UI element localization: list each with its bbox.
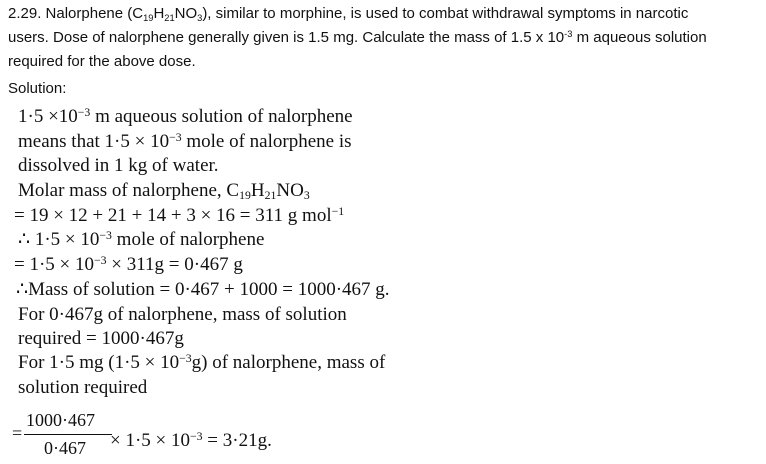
superscript: −3 bbox=[179, 352, 192, 366]
fraction-result bbox=[110, 430, 272, 452]
question-line-1 bbox=[8, 3, 760, 26]
solution-line-1 bbox=[18, 106, 353, 128]
solution-text: = 3·21g. bbox=[202, 430, 272, 451]
question-text: m aqueous solution bbox=[572, 29, 707, 46]
solution-line-3: dissolved in 1 kg of water. bbox=[18, 155, 219, 176]
superscript: −3 bbox=[169, 131, 182, 145]
fraction-expression bbox=[10, 410, 120, 460]
solution-text: m aqueous solution of nalorphene bbox=[90, 106, 353, 127]
subscript: 19 bbox=[143, 12, 154, 23]
question-text: users. Dose of nalorphene generally given is 1.5 mg. Calculate the mass of 1.5 x 10 bbox=[8, 29, 565, 46]
solution-line-12: solution required bbox=[18, 377, 148, 398]
question-text: H bbox=[153, 5, 165, 22]
solution-line-8: ∴Mass of solution = 0·467 + 1000 = 1000·467 g. bbox=[16, 279, 390, 300]
solution-text: mole of nalorphene is bbox=[181, 131, 352, 152]
solution-line-2 bbox=[18, 131, 352, 153]
question-number: 2.29. bbox=[8, 5, 42, 22]
fraction-denominator: 0·467 bbox=[44, 438, 86, 458]
superscript: −1 bbox=[331, 205, 345, 219]
solution-text: mole of nalorphene bbox=[111, 229, 265, 250]
solution-line-5 bbox=[14, 205, 344, 227]
solution-line-10: required = 1000·467g bbox=[18, 328, 184, 349]
superscript: −3 bbox=[190, 430, 203, 444]
solution-text: means that 1·5 × 10 bbox=[18, 131, 170, 152]
subscript: 21 bbox=[264, 189, 277, 203]
subscript: 3 bbox=[303, 189, 310, 203]
solution-line-9: For 0·467g of nalorphene, mass of solution bbox=[18, 304, 347, 325]
equals-sign: = bbox=[12, 423, 23, 443]
solution-text: = 1·5 × 10 bbox=[14, 254, 95, 275]
subscript: 19 bbox=[239, 189, 251, 203]
solution-text: 1·5 ×10 bbox=[18, 106, 78, 127]
solution-line-11 bbox=[18, 352, 385, 374]
superscript: −3 bbox=[99, 229, 112, 243]
question-text: ), similar to morphine, is used to combat withdrawal symptoms in narcotic bbox=[202, 5, 689, 22]
question-text: Nalorphene (C bbox=[45, 5, 144, 22]
solution-text: = 19 × 12 + 21 + 14 + 3 × 16 = 311 g mol bbox=[14, 205, 332, 226]
solution-text: For 1·5 mg (1·5 × 10 bbox=[18, 352, 180, 373]
question-line-3: required for the above dose. bbox=[8, 53, 196, 70]
solution-line-4 bbox=[18, 180, 310, 202]
subscript: 21 bbox=[164, 12, 175, 23]
solution-line-7 bbox=[14, 254, 243, 276]
question-line-2 bbox=[8, 27, 760, 50]
superscript: -3 bbox=[564, 29, 573, 40]
solution-text: g) of nalorphene, mass of bbox=[191, 352, 386, 373]
superscript: −3 bbox=[94, 254, 107, 268]
subscript: 3 bbox=[197, 12, 203, 23]
solution-line-6 bbox=[18, 229, 264, 251]
solution-text: Molar mass of nalorphene, C bbox=[18, 180, 240, 201]
fraction-numerator: 1000·467 bbox=[26, 410, 95, 430]
solution-label: Solution: bbox=[8, 80, 67, 97]
fraction-bar bbox=[24, 434, 112, 435]
superscript: −3 bbox=[77, 106, 91, 120]
question-text: NO bbox=[174, 5, 198, 22]
solution-text: H bbox=[250, 180, 265, 201]
solution-text: NO bbox=[276, 180, 304, 201]
solution-text: ∴ 1·5 × 10 bbox=[18, 229, 100, 250]
solution-text: × 311g = 0·467 g bbox=[106, 254, 243, 275]
solution-text: × 1·5 × 10 bbox=[110, 430, 191, 451]
